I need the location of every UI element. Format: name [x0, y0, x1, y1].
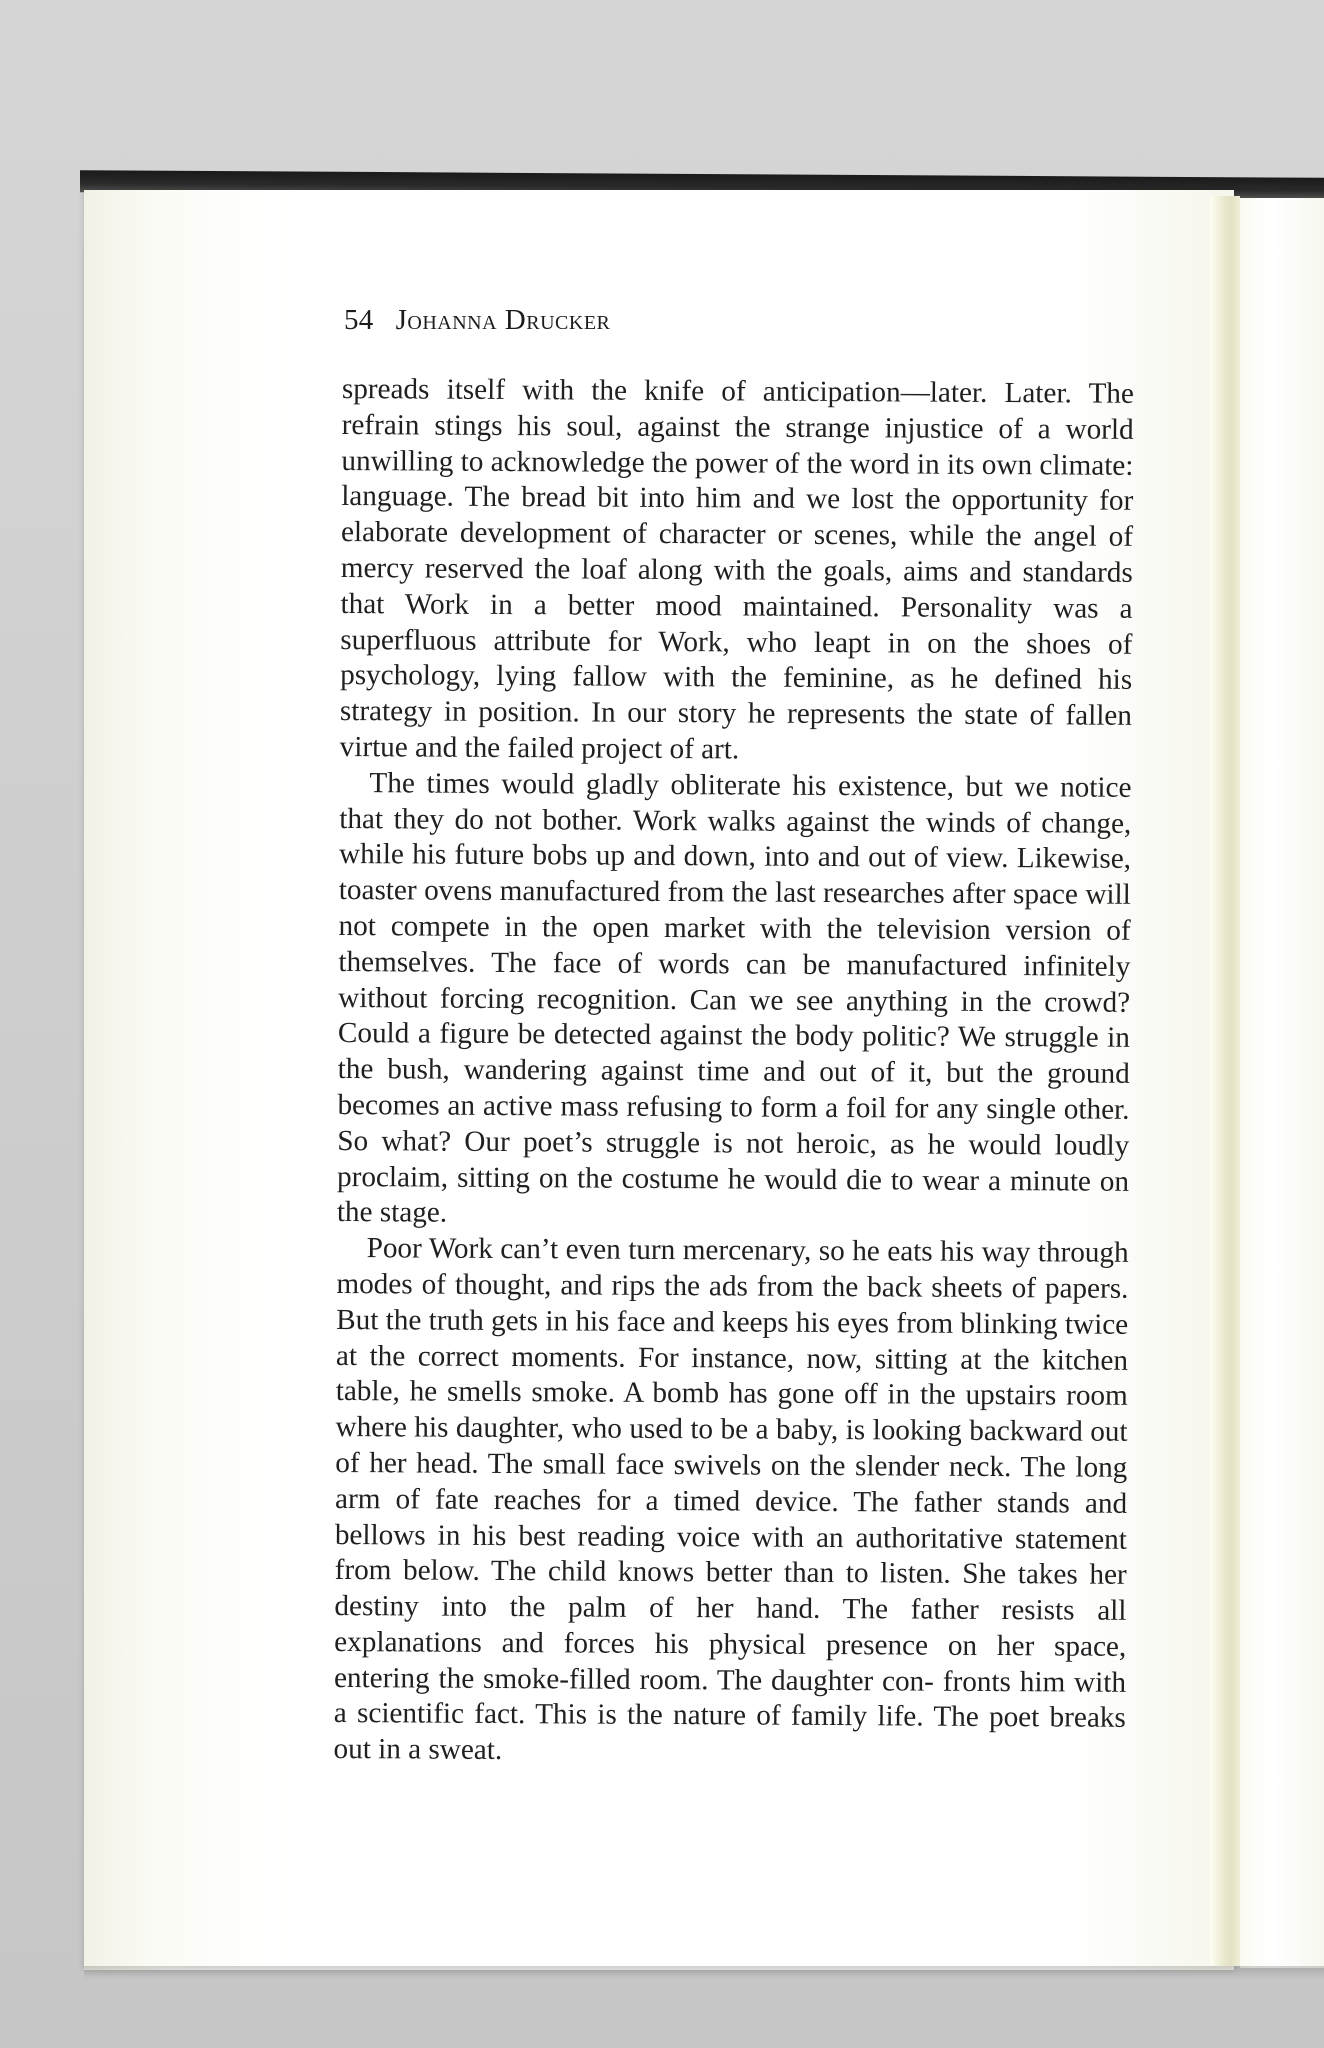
- paragraph-3: Poor Work can’t even turn mercenary, so he eats his way through modes of thought, and rips the ads from the back sheets of papers. But the truth gets in his face and keeps his eyes from blinking twice at the correct moments. For instance, now, sitting at the kitchen table, he smells smoke. A bomb has gone off in the upstairs room where his daughter, who used to be a baby, is looking backward out of her head. The small face swivels on the slender neck. The long arm of fate reaches for a timed device. The father stands and bellows in his best reading voice with an authoritative statement from below. The child knows better than to listen. She takes her destiny into the palm of her hand. The father resists all explanations and forces his physical presence on her space, entering the smoke-filled room. The daughter con- fronts him with a scientific fact. This is the nature of family life. The poet breaks out in a sweat.: [333, 1232, 1129, 1767]
- page-number: 54: [344, 304, 374, 336]
- running-head: [344, 304, 610, 337]
- facing-page-edge: [1240, 198, 1324, 1968]
- body-text: [333, 372, 1134, 1773]
- running-head-author: Johanna Drucker: [395, 304, 611, 336]
- book-gutter: [1210, 196, 1240, 1966]
- paragraph-1: spreads itself with the knife of anticipation—later. Later. The refrain stings his soul, against the strange injustice of a world unwilling to acknowledge the power of the word in its own climate: language. The bread bit into him and we lost the opportunity for elaborate development of character or scenes, while the angel of mercy reserved the loaf along with the goals, aims and standards that Work in a better mood maintained. Personality was a superfluous attribute for Work, who leapt in on the shoes of psychology, lying fallow with the feminine, as he defined his strategy in position. In our story he represents the state of fallen virtue and the failed project of art.: [339, 372, 1134, 766]
- page-bottom-shadow: [84, 1966, 1324, 1980]
- paragraph-2: The times would gladly obliterate his existence, but we notice that they do not bother. Work walks against the winds of change, while his future bobs up and down, into and out of view. Likewise, toaster ovens manufactured from the last researches after space will not compete in the open market with the television version of themselves. The face of words can be manufactured infinitely without forcing recognition. Can we see anything in the crowd? Could a figure be detected against the body politic? We struggle in the bush, wandering against time and out of it, but the ground becomes an active mass refusing to form a foil for any single other. So what? Our poet’s struggle is not heroic, as he would loudly proclaim, sitting on the costume he would die to wear a minute on the stage.: [336, 766, 1132, 1229]
